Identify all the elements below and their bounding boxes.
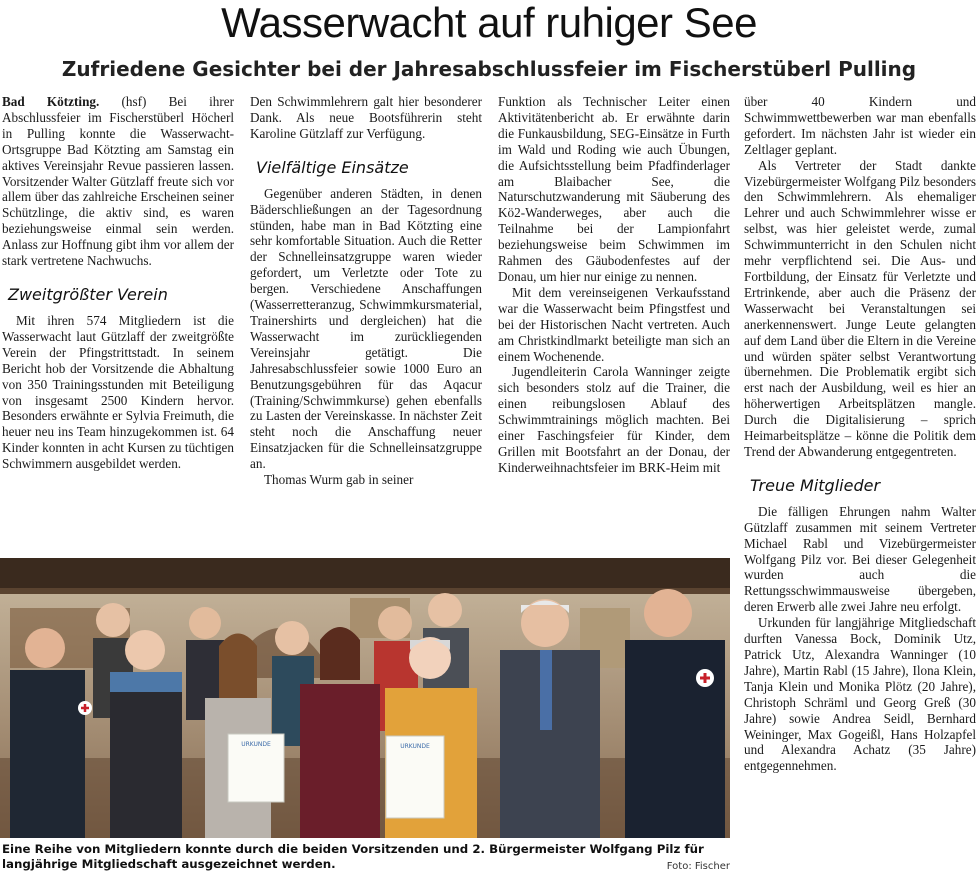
- paragraph: Die fälligen Ehrungen nahm Walter Gützlaff zusammen mit seinem Vertreter Michael Rabl und Vizebürgermeister Wolfgang Pilz vor. Bei dieser Gelegenheit wurden auch die Rettungsschwimmausweise übergeben, deren Erwerb alle zwei Jahre neu erfolgt.: [744, 503, 976, 615]
- photo-caption: Eine Reihe von Mitgliedern konnte durch die beiden Vorsitzenden und 2. Bürgermeister Wolfgang Pilz für langjährige Mitgliedschaft ausgezeichnet werden.: [2, 842, 704, 871]
- headline: Wasserwacht auf ruhiger See: [221, 0, 757, 46]
- paragraph: Urkunden für langjährige Mitgliedschaft durften Vanessa Bock, Dominik Utz, Patrick Utz, Alexandra Wanninger (10 Jahre), Martin Rabl (15 Jahre), Ilona Klein, Tanja Klein und Monika Plötz (20 Jahre), Christoph Schräml und Georg Greß (30 Jahre) sowie Andrea Seidl, Bernhard Weininger, Max Gogeißl, Hans Holzapfel und Alexandra Achatz (35 Jahre) entgegennehmen.: [744, 615, 976, 774]
- certificate-label-left: URKUNDE: [241, 741, 271, 748]
- subheading-zweitgroesster-verein: Zweitgrößter Verein: [8, 284, 168, 304]
- article-column-1: [2, 94, 234, 544]
- article-column-3: [498, 94, 730, 544]
- subheading-vielfaeltige-einsaetze: Vielfältige Einsätze: [256, 157, 409, 177]
- lead-text: (hsf) Bei ihrer Abschlussfeier im Fischerstüberl Höcherl in Pulling konnte die Wasserwacht-Ortsgruppe Bad Kötzting am Samstag ein aktives Vereinsjahr Revue passieren lassen. Vorsitzender Walter Gützlaff freute sich vor allem über das zahlreiche Erscheinen seiner Schützlinge, die aktiv sind, es waren beziehungsweise einmal sein werden. Anlass zur Hoffnung gibt ihm vor allem der stark vertretene Nachwuchs.: [2, 94, 234, 269]
- paragraph: Funktion als Technischer Leiter einen Aktivitätenbericht ab. Er erwähnte darin die Funkausbildung, SEG-Einsätze in Furth im Wald und Roding wie auch Übungen, die Aufsichtsstellung beim Pfadfinderlager am Blaibacher See, die Naturschutzwanderung mit Säuberung des Kö2-Wanderweges, aber auch die Teilnahme bei der Lampionfahrt beziehungsweise beim Schwimmen im Rahmen des Gäubodenfestes auf der Donau, um hier nur einige zu nennen.: [498, 94, 730, 284]
- article-column-4: [744, 94, 976, 879]
- group-photo-illustration: [0, 558, 730, 838]
- subheading-treue-mitglieder: Treue Mitglieder: [750, 475, 881, 495]
- paragraph: Thomas Wurm gab in seiner: [264, 472, 414, 488]
- certificate-label-right: URKUNDE: [400, 743, 430, 750]
- article-column-2: [250, 94, 482, 544]
- paragraph: Mit dem vereinseigenen Verkaufsstand war die Wasserwacht beim Pfingstfest und bei der Historischen Nacht vertreten. Auch am Christkindlmarkt beteiligte man sich an einem Wochenende.: [498, 284, 730, 364]
- photo-credit: Foto: Fischer: [666, 861, 730, 872]
- group-photo: [0, 558, 730, 838]
- paragraph: Als Vertreter der Stadt dankte Vizebürgermeister Wolfgang Pilz besonders den Schwimmlehrern. Als ehemaliger Lehrer und auch Schwimmlehrer wisse er selbst, was hier geleistet werde, zumal Schwimmunterricht in den Schulen nicht mehr verpflichtend sei. Die Aus- und Fortbildung, der Einsatz für Verletzte und Ertrinkende, aber auch die Präsenz der Wasserwacht bei Veranstaltungen sei anerkennenswert. Junge Leute gelangten auf dem Land über die Eltern in die Vereine und würden später selbst Verantwortung übernehmen. Die Problematik ergibt sich erst nach der Ausbildung, weil es hier an höherwertigen Arbeitsplätzen mangle. Durch die Digitalisierung – sprich Heimarbeitsplätze – könne die Politik dem Trend der Abwanderung entgegentreten.: [744, 157, 976, 459]
- paragraph: Mit ihren 574 Mitgliedern ist die Wasserwacht laut Gützlaff der zweitgrößte Verein der Pfingstrittstadt. In seinem Bericht hob der Vorsitzende die Abhaltung von 350 Trainingsstunden mit Beteiligung von insgesamt 2500 Kindern hervor. Besonders erwähnte er Sylvia Freimuth, die heuer neu ins Team hinzugekommen ist. 64 Kinder konnten in acht Kursen zu tüchtigen Schwimmern ausgebildet werden.: [2, 312, 234, 472]
- paragraph: Den Schwimmlehrern galt hier besonderer Dank. Als neue Bootsführerin steht Karoline Gützlaff zur Verfügung.: [250, 94, 482, 141]
- paragraph: über 40 Kindern und Schwimmwettbewerben war man ebenfalls gefordert. Im nächsten Jahr ist wieder ein Zeltlager geplant.: [744, 94, 976, 157]
- paragraph: Jugendleiterin Carola Wanninger zeigte sich besonders stolz auf die Trainer, die einen reibungslosen Ablauf des Schwimmtrainings möglich machten. Bei einer Faschingsfeier für Kinder, dem Grillen mit Bootsfahrt an der Donau, der Kinderweihnachtsfeier im BRK-Heim mit: [498, 364, 730, 475]
- dateline: Bad Kötzting.: [2, 94, 100, 109]
- paragraph: Gegenüber anderen Städten, in denen Bäderschließungen an der Tagesordnung stünden, habe man in Bad Kötzting eine sehr komfortable Situation. Auch die Retter der Schnelleinsatzgruppe waren wieder gefordert, um Verletzte oder Tote zu bergen. Verschiedene Anschaffungen (Wasserretteranzug, Schwimmkursmaterial, Trainershirts und dergleichen) hat die Wasserwacht im zurückliegenden Vereinsjahr getätigt. Die Jahresabschlussfeier sowie 1000 Euro an Benutzungsgebühren für das Aqacur (Training/Schwimmkurse) gehen ebenfalls zu Lasten der Vereinskasse. In nächster Zeit steht noch die Anschaffung neuer Einsatzjacken für die Schnelleinsatzgruppe an.: [250, 185, 482, 472]
- subheadline: Zufriedene Gesichter bei der Jahresabschlussfeier im Fischerstüberl Pulling: [61, 57, 917, 81]
- lead-paragraph: [2, 94, 234, 269]
